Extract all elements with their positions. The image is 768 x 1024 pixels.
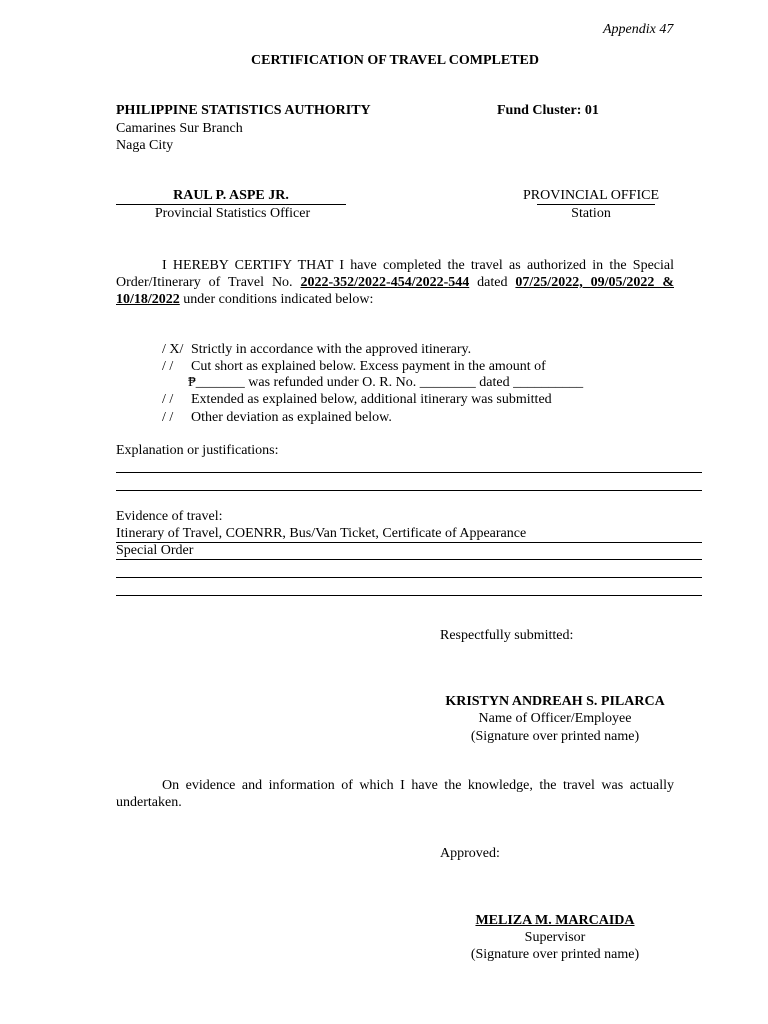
evidence-label: Evidence of travel: [116, 509, 223, 524]
option-text: Extended as explained below, additional itinerary was submitted [191, 392, 552, 407]
agency-name: PHILIPPINE STATISTICS AUTHORITY [116, 103, 371, 118]
certification-text-3: under conditions indicated below: [179, 292, 374, 307]
option-mark: / / [162, 392, 174, 407]
option-text: Strictly in accordance with the approved itinerary. [191, 342, 472, 357]
option-mark: / X/ [162, 342, 184, 357]
option-text: Cut short as explained below. Excess payment in the amount of [191, 359, 546, 374]
evidence-line [116, 595, 702, 596]
certification-text-2: dated [469, 275, 516, 290]
officer-position: Provincial Statistics Officer [154, 206, 311, 221]
explanation-label: Explanation or justifications: [116, 443, 279, 458]
appendix-label: Appendix 47 [603, 22, 674, 37]
employee-name: KRISTYN ANDREAH S. PILARCA [445, 694, 665, 709]
agency-branch: Camarines Sur Branch [116, 121, 243, 136]
supervisor-name: MELIZA M. MARCAIDA [475, 913, 635, 928]
option-mark: / / [162, 359, 174, 374]
option-text: Other deviation as explained below. [191, 410, 392, 425]
approved-label: Approved: [440, 846, 500, 861]
submitted-label: Respectfully submitted: [440, 628, 574, 643]
attestation-paragraph: On evidence and information of which I have the knowledge, the travel was actually undertaken. [116, 778, 674, 810]
document-title: CERTIFICATION OF TRAVEL COMPLETED [251, 53, 539, 68]
supervisor-role: Supervisor [524, 930, 586, 945]
fund-cluster: Fund Cluster: 01 [497, 103, 599, 118]
option-mark: / / [162, 410, 174, 425]
certification-paragraph [116, 257, 674, 308]
explanation-line [116, 472, 702, 473]
agency-city: Naga City [116, 138, 174, 153]
evidence-line [116, 542, 702, 543]
station-value: PROVINCIAL OFFICE [523, 188, 659, 203]
evidence-item: Special Order [116, 543, 194, 558]
station-label: Station [571, 206, 611, 221]
certification-text-1: I HEREBY CERTIFY THAT I have completed the travel as authorized in the Special Order/Itinerary of Travel No. [116, 258, 674, 290]
employee-signature-note: (Signature over printed name) [470, 729, 640, 744]
evidence-item: Itinerary of Travel, COENRR, Bus/Van Ticket, Certificate of Appearance [116, 526, 527, 541]
officer-name: RAUL P. ASPE JR. [173, 188, 289, 203]
travel-dates: 07/25/2022, 09/05/2022 & 10/18/2022 [116, 275, 674, 307]
explanation-line [116, 490, 702, 491]
supervisor-signature-note: (Signature over printed name) [470, 947, 640, 962]
order-numbers: 2022-352/2022-454/2022-544 [300, 275, 470, 290]
option-refund-line: ₱_______ was refunded under O. R. No. ________ dated __________ [188, 375, 584, 390]
evidence-line [116, 577, 702, 578]
evidence-line [116, 559, 702, 560]
employee-role: Name of Officer/Employee [478, 711, 632, 726]
